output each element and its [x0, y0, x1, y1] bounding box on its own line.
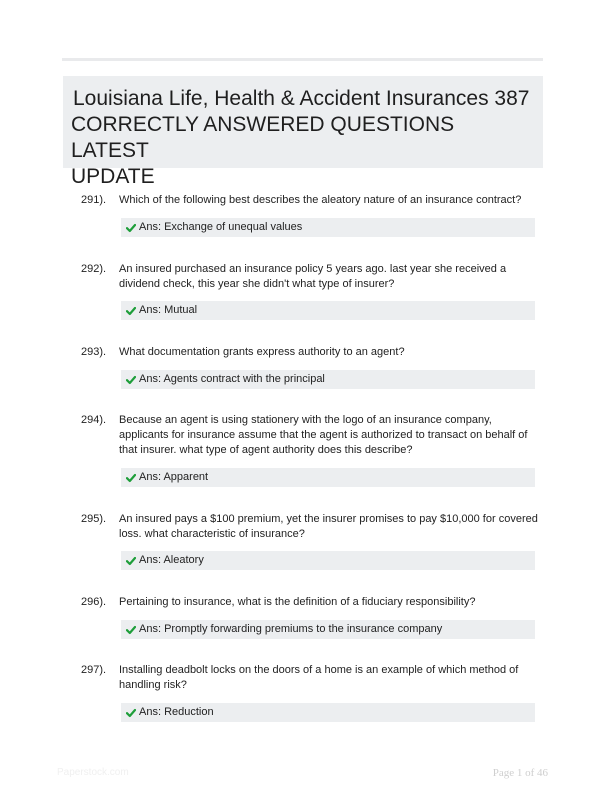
question-text: Because an agent is using stationery with the logo of an insurance company, applicants for insurance assume that the agent is authorized to transact on behalf of that insurer. what type of agent authority does this describe? [119, 414, 528, 456]
answer-text: Ans: Reduction [139, 706, 214, 718]
check-icon [126, 306, 136, 316]
question-text: Pertaining to insurance, what is the definition of a fiduciary responsibility? [119, 596, 476, 608]
question-text: An insured pays a $100 premium, yet the insurer promises to pay $10,000 for covered loss. what characteristic of insurance? [119, 513, 538, 540]
check-icon [126, 375, 136, 385]
page-title [71, 86, 535, 190]
check-icon [126, 473, 136, 483]
title-line-3: UPDATE [71, 165, 155, 188]
answer-box [121, 370, 535, 389]
answer-text: Ans: Exchange of unequal values [139, 221, 303, 233]
question-number: 297). [81, 664, 107, 676]
answer-box [121, 703, 535, 722]
question-number: 292). [81, 263, 107, 275]
title-line-2: CORRECTLY ANSWERED QUESTIONS LATEST [71, 113, 455, 162]
answer-text: Ans: Promptly forwarding premiums to the insurance company [139, 623, 443, 635]
answer-box [121, 301, 535, 320]
page-number: Page 1 of 46 [492, 767, 548, 779]
title-box [63, 76, 543, 188]
question-text: Which of the following best describes the aleatory nature of an insurance contract? [119, 194, 522, 206]
answer-text: Ans: Agents contract with the principal [139, 373, 325, 385]
footer-site: Paperstock.com [57, 767, 129, 778]
check-icon [126, 708, 136, 718]
answer-box [121, 551, 535, 570]
question-text: Installing deadbolt locks on the doors of a home is an example of which method of handling risk? [119, 664, 519, 691]
title-line-1: Louisiana Life, Health & Accident Insurances 387 [73, 87, 530, 110]
answer-text: Ans: Apparent [139, 471, 209, 483]
check-icon [126, 223, 136, 233]
question-number: 293). [81, 346, 107, 358]
check-icon [126, 625, 136, 635]
question-text: What documentation grants express authority to an agent? [119, 346, 405, 358]
check-icon [126, 556, 136, 566]
question-number: 291). [81, 194, 107, 206]
answer-text: Ans: Aleatory [139, 554, 204, 566]
question-number: 296). [81, 596, 107, 608]
question-number: 294). [81, 414, 107, 426]
question-text: An insured purchased an insurance policy 5 years ago. last year she received a dividend check, this year she didn't what type of insurer? [119, 263, 507, 290]
answer-box [121, 218, 535, 237]
answer-box [121, 468, 535, 487]
answer-text: Ans: Mutual [139, 304, 198, 316]
question-number: 295). [81, 513, 107, 525]
top-divider [62, 58, 543, 61]
answer-box [121, 620, 535, 639]
